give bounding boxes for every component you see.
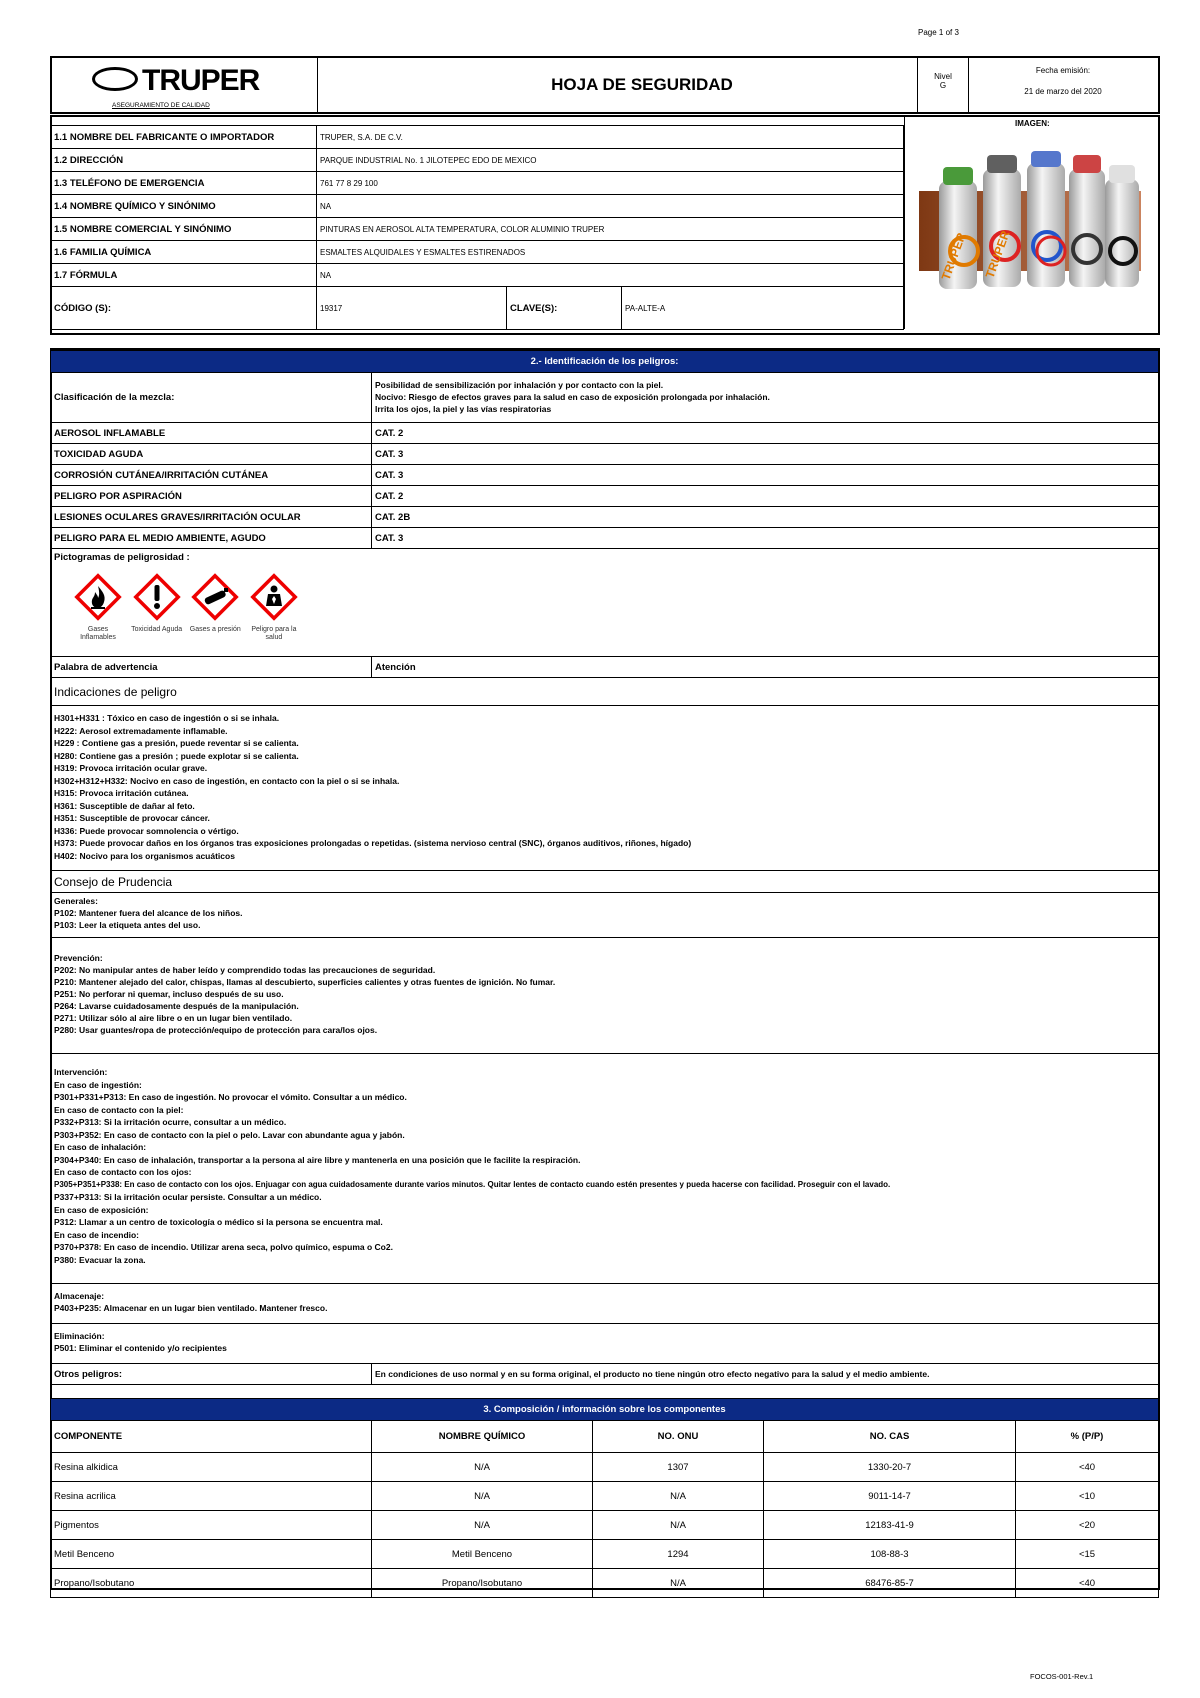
section3-table — [50, 1398, 1159, 1598]
clasif-line-3: Irrita los ojos, la piel y las vías respiratorias — [375, 404, 552, 414]
eliminacion-title: Eliminación: — [54, 1331, 105, 1341]
section3-title: 3. Composición / información sobre los componentes — [51, 1399, 1159, 1421]
pictogram-flame — [70, 572, 126, 642]
nivel-value: G — [939, 81, 947, 90]
intervencion-block — [51, 1054, 1159, 1284]
clave-label: CLAVE(S): — [507, 287, 622, 330]
col-porcentaje: % (P/P) — [1016, 1421, 1159, 1453]
cell-nombre: N/A — [372, 1482, 593, 1511]
page-number: Page 1 of 3 — [918, 28, 959, 37]
section2-title: 2.- Identificación de los peligros: — [51, 351, 1159, 373]
table-row — [51, 1511, 1159, 1540]
nivel-label: Nivel — [934, 72, 952, 81]
cat-value-4: CAT. 2 — [372, 486, 1159, 507]
indicacion-8: H361: Susceptible de dañar al feto. — [54, 800, 195, 811]
indicacion-10: H336: Puede provocar somnolencia o vértigo. — [54, 825, 239, 836]
cell-componente: Metil Benceno — [51, 1540, 372, 1569]
section1-table — [50, 125, 904, 287]
otros-value: En condiciones de uso normal y en su forma original, el producto no tiene ningún otro efecto negativo para la salud y el medio ambiente. — [372, 1364, 1159, 1385]
indicacion-12: H402: Nocivo para los organismos acuáticos — [54, 850, 235, 861]
cat-value-5: CAT. 2B — [372, 507, 1159, 528]
cell-cas: 12183-41-9 — [764, 1511, 1016, 1540]
product-image-cell — [904, 117, 1157, 329]
clasif-line-2: Nocivo: Riesgo de efectos graves para la salud en caso de exposición prolongada por inhalación. — [375, 392, 770, 402]
col-no-onu: NO. ONU — [593, 1421, 764, 1453]
indicacion-4: H280: Contiene gas a presión ; puede explotar si se calienta. — [54, 750, 299, 761]
clasif-line-1: Posibilidad de sensibilización por inhalación y por contacto con la piel. — [375, 380, 664, 390]
document-title: HOJA DE SEGURIDAD — [551, 75, 733, 94]
intervencion-3: En caso de contacto con la piel: — [54, 1104, 184, 1115]
intervencion-14: P370+P378: En caso de incendio. Utilizar arena seca, polvo químico, espuma o Co2. — [54, 1242, 393, 1252]
indicacion-3: H229 : Contiene gas a presión, puede reventar si se calienta. — [54, 738, 299, 748]
indicacion-6: H302+H312+H332: Nocivo en caso de ingestión, en contacto con la piel o si se inhala. — [54, 775, 400, 786]
prevencion-1: P202: No manipular antes de haber leído y comprendido todas las precauciones de seguridad. — [54, 965, 436, 975]
clasif-label: Clasificación de la mezcla: — [51, 373, 372, 423]
indicacion-5: H319: Provoca irritación ocular grave. — [54, 763, 208, 773]
intervencion-11: En caso de exposición: — [54, 1204, 149, 1215]
almacenaje-block — [51, 1284, 1159, 1324]
generales-title: Generales: — [54, 896, 98, 906]
intervencion-title: Intervención: — [54, 1067, 108, 1077]
table-row — [51, 1569, 1159, 1598]
s1-label-5: 1.5 NOMBRE COMERCIAL Y SINÓNIMO — [51, 218, 317, 241]
cat-label-5: LESIONES OCULARES GRAVES/IRRITACIÓN OCULAR — [51, 507, 372, 528]
form-code: FOCOS-001-Rev.1 — [1030, 1672, 1094, 1681]
cell-pct: <40 — [1016, 1569, 1159, 1598]
almacenaje-1: P403+P235: Almacenar en un lugar bien ventilado. Mantener fresco. — [54, 1303, 328, 1313]
cell-componente: Resina alkidica — [51, 1453, 372, 1482]
pictogram-label-flame: Gases Inflamables — [80, 626, 116, 641]
palabra-value: Atención — [372, 657, 1159, 678]
intervencion-2: P301+P331+P313: En caso de ingestión. No provocar el vómito. Consultar a un médico. — [54, 1092, 407, 1102]
cat-label-3: CORROSIÓN CUTÁNEA/IRRITACIÓN CUTÁNEA — [51, 465, 372, 486]
s1-value-5: PINTURAS EN AEROSOL ALTA TEMPERATURA, COLOR ALUMINIO TRUPER — [317, 218, 904, 241]
exclamation-icon — [132, 572, 182, 622]
cell-pct: <20 — [1016, 1511, 1159, 1540]
cell-cas: 108-88-3 — [764, 1540, 1016, 1569]
almacenaje-title: Almacenaje: — [54, 1291, 105, 1301]
intervencion-10: P337+P313: Si la irritación ocular persiste. Consultar a un médico. — [54, 1192, 322, 1202]
s1-value-2: PARQUE INDUSTRIAL No. 1 JILOTEPEC EDO DE MEXICO — [317, 149, 904, 172]
prevencion-3: P251: No perforar ni quemar, incluso después de su uso. — [54, 989, 284, 999]
cat-label-1: AEROSOL INFLAMABLE — [51, 423, 372, 444]
spray-cans-image — [919, 151, 1141, 291]
s1-label-3: 1.3 TELÉFONO DE EMERGENCIA — [51, 172, 317, 195]
intervencion-13: En caso de incendio: — [54, 1229, 140, 1240]
section2-table — [50, 350, 1159, 1385]
cell-pct: <40 — [1016, 1453, 1159, 1482]
generales-block — [51, 893, 1159, 938]
pictogram-cell — [51, 549, 1159, 657]
eliminacion-1: P501: Eliminar el contenido y/o recipientes — [54, 1343, 227, 1353]
prevencion-title: Prevención: — [54, 953, 103, 963]
table-row — [51, 1482, 1159, 1511]
cell-pct: <15 — [1016, 1540, 1159, 1569]
svg-text:TRUPER: TRUPER — [938, 230, 969, 283]
s1-value-4: NA — [317, 195, 904, 218]
intervencion-1: En caso de ingestión: — [54, 1079, 142, 1090]
s1-value-3: 761 77 8 29 100 — [317, 172, 904, 195]
cell-pct: <10 — [1016, 1482, 1159, 1511]
intervencion-15: P380: Evacuar la zona. — [54, 1254, 146, 1265]
gas-cylinder-icon — [190, 572, 240, 622]
indicacion-9: H351: Susceptible de provocar cáncer. — [54, 813, 210, 823]
indicacion-1: H301+H331 : Tóxico en caso de ingestión o si se inhala. — [54, 713, 280, 723]
codigo-table — [50, 286, 904, 330]
brand-tag: ASEGURAMIENTO DE CALIDAD — [112, 102, 210, 109]
cell-cas: 1330-20-7 — [764, 1453, 1016, 1482]
generales-2: P103: Leer la etiqueta antes del uso. — [54, 920, 201, 930]
otros-label: Otros peligros: — [51, 1364, 372, 1385]
cell-onu: 1307 — [593, 1453, 764, 1482]
prevencion-4: P264: Lavarse cuidadosamente después de la manipulación. — [54, 1001, 299, 1011]
cat-value-1: CAT. 2 — [372, 423, 1159, 444]
cell-onu: N/A — [593, 1482, 764, 1511]
pictogram-label: Pictogramas de peligrosidad : — [54, 552, 190, 563]
cell-componente: Resina acrilica — [51, 1482, 372, 1511]
cell-nombre: N/A — [372, 1511, 593, 1540]
cat-value-2: CAT. 3 — [372, 444, 1159, 465]
s1-label-1: 1.1 NOMBRE DEL FABRICANTE O IMPORTADOR — [51, 126, 317, 149]
col-nombre-quimico: NOMBRE QUÍMICO — [372, 1421, 593, 1453]
cat-label-4: PELIGRO POR ASPIRACIÓN — [51, 486, 372, 507]
cell-nombre: Propano/Isobutano — [372, 1569, 593, 1598]
pictogram-health — [246, 572, 302, 642]
prevencion-6: P280: Usar guantes/ropa de protección/equipo de protección para cara/los ojos. — [54, 1025, 378, 1035]
s1-value-1: TRUPER, S.A. DE C.V. — [317, 126, 904, 149]
clave-value: PA-ALTE-A — [622, 287, 904, 330]
fecha-value: 21 de marzo del 2020 — [1024, 87, 1102, 96]
truper-mark-icon — [92, 67, 138, 91]
s1-label-2: 1.2 DIRECCIÓN — [51, 149, 317, 172]
table-row — [51, 1453, 1159, 1482]
health-hazard-icon — [249, 572, 299, 622]
pictogram-gas-cylinder — [187, 572, 243, 634]
cell-componente: Pigmentos — [51, 1511, 372, 1540]
indicacion-2: H222: Aerosol extremadamente inflamable. — [54, 725, 228, 736]
imagen-label: IMAGEN: — [1015, 119, 1050, 128]
s1-label-7: 1.7 FÓRMULA — [51, 264, 317, 287]
fecha-cell — [968, 58, 1158, 112]
cat-label-2: TOXICIDAD AGUDA — [51, 444, 372, 465]
pictogram-label-health: Peligro para la salud — [251, 626, 297, 641]
brand-name: TRUPER — [142, 64, 260, 97]
document-header — [50, 56, 1160, 114]
cell-cas: 68476-85-7 — [764, 1569, 1016, 1598]
intervencion-9: P305+P351+P338: En caso de contacto con los ojos. Enjuagar con agua cuidadosamente durante varios minutos. Quitar lentes de contacto cuando estén presentes y pueda hacerse con facilidad. Proseguir con el lavado. — [54, 1179, 891, 1189]
intervencion-8: En caso de contacto con los ojos: — [54, 1167, 192, 1177]
palabra-label: Palabra de advertencia — [51, 657, 372, 678]
pictogram-exclamation — [129, 572, 185, 634]
col-componente: COMPONENTE — [51, 1421, 372, 1453]
intervencion-7: P304+P340: En caso de inhalación, transportar a la persona al aire libre y mantenerla en una posición que le facilite la respiración. — [54, 1154, 581, 1165]
indicaciones-list — [51, 706, 1159, 871]
cat-value-3: CAT. 3 — [372, 465, 1159, 486]
generales-1: P102: Mantener fuera del alcance de los niños. — [54, 908, 243, 918]
codigo-value: 19317 — [317, 287, 507, 330]
indicaciones-title: Indicaciones de peligro — [51, 678, 1159, 706]
pictogram-label-gas: Gases a presión — [189, 626, 241, 633]
cat-value-6: CAT. 3 — [372, 528, 1159, 549]
cat-label-6: PELIGRO PARA EL MEDIO AMBIENTE, AGUDO — [51, 528, 372, 549]
cell-nombre: N/A — [372, 1453, 593, 1482]
s1-label-6: 1.6 FAMILIA QUÍMICA — [51, 241, 317, 264]
intervencion-4: P332+P313: Si la irritación ocurre, consultar a un médico. — [54, 1117, 287, 1127]
fecha-label: Fecha emisión: — [1035, 66, 1091, 75]
col-no-cas: NO. CAS — [764, 1421, 1016, 1453]
codigo-label: CÓDIGO (S): — [51, 287, 317, 330]
brand-logo — [52, 58, 318, 112]
svg-text:TRUPER: TRUPER — [982, 228, 1013, 281]
table-row — [51, 1540, 1159, 1569]
cell-onu: N/A — [593, 1511, 764, 1540]
prevencion-2: P210: Mantener alejado del calor, chispas, llamas al descubierto, superficies calientes y otras fuentes de ignición. No fumar. — [54, 977, 556, 987]
flame-icon — [73, 572, 123, 622]
indicacion-7: H315: Provoca irritación cutánea. — [54, 788, 189, 798]
pictogram-label-exclamation: Toxicidad Aguda — [131, 626, 183, 633]
indicacion-11: H373: Puede provocar daños en los órganos tras exposiciones prolongadas o repetidas. (sistema nervioso central (SNC), órganos auditivos, riñones, hígado) — [54, 838, 692, 848]
cell-componente: Propano/Isobutano — [51, 1569, 372, 1598]
prevencion-5: P271: Utilizar sólo al aire libre o en un lugar bien ventilado. — [54, 1013, 293, 1023]
cell-onu: N/A — [593, 1569, 764, 1598]
cell-onu: 1294 — [593, 1540, 764, 1569]
prevencion-block — [51, 938, 1159, 1054]
cell-nombre: Metil Benceno — [372, 1540, 593, 1569]
intervencion-5: P303+P352: En caso de contacto con la piel o pelo. Lavar con abundante agua y jabón. — [54, 1129, 405, 1140]
s1-label-4: 1.4 NOMBRE QUÍMICO Y SINÓNIMO — [51, 195, 317, 218]
intervencion-12: P312: Llamar a un centro de toxicología o médico si la persona se encuentra mal. — [54, 1217, 383, 1227]
s1-value-7: NA — [317, 264, 904, 287]
nivel-cell — [917, 58, 969, 112]
cell-cas: 9011-14-7 — [764, 1482, 1016, 1511]
consejo-title: Consejo de Prudencia — [51, 871, 1159, 893]
s1-value-6: ESMALTES ALQUIDALES Y ESMALTES ESTIRENADOS — [317, 241, 904, 264]
intervencion-6: En caso de inhalación: — [54, 1142, 147, 1152]
eliminacion-block — [51, 1324, 1159, 1364]
